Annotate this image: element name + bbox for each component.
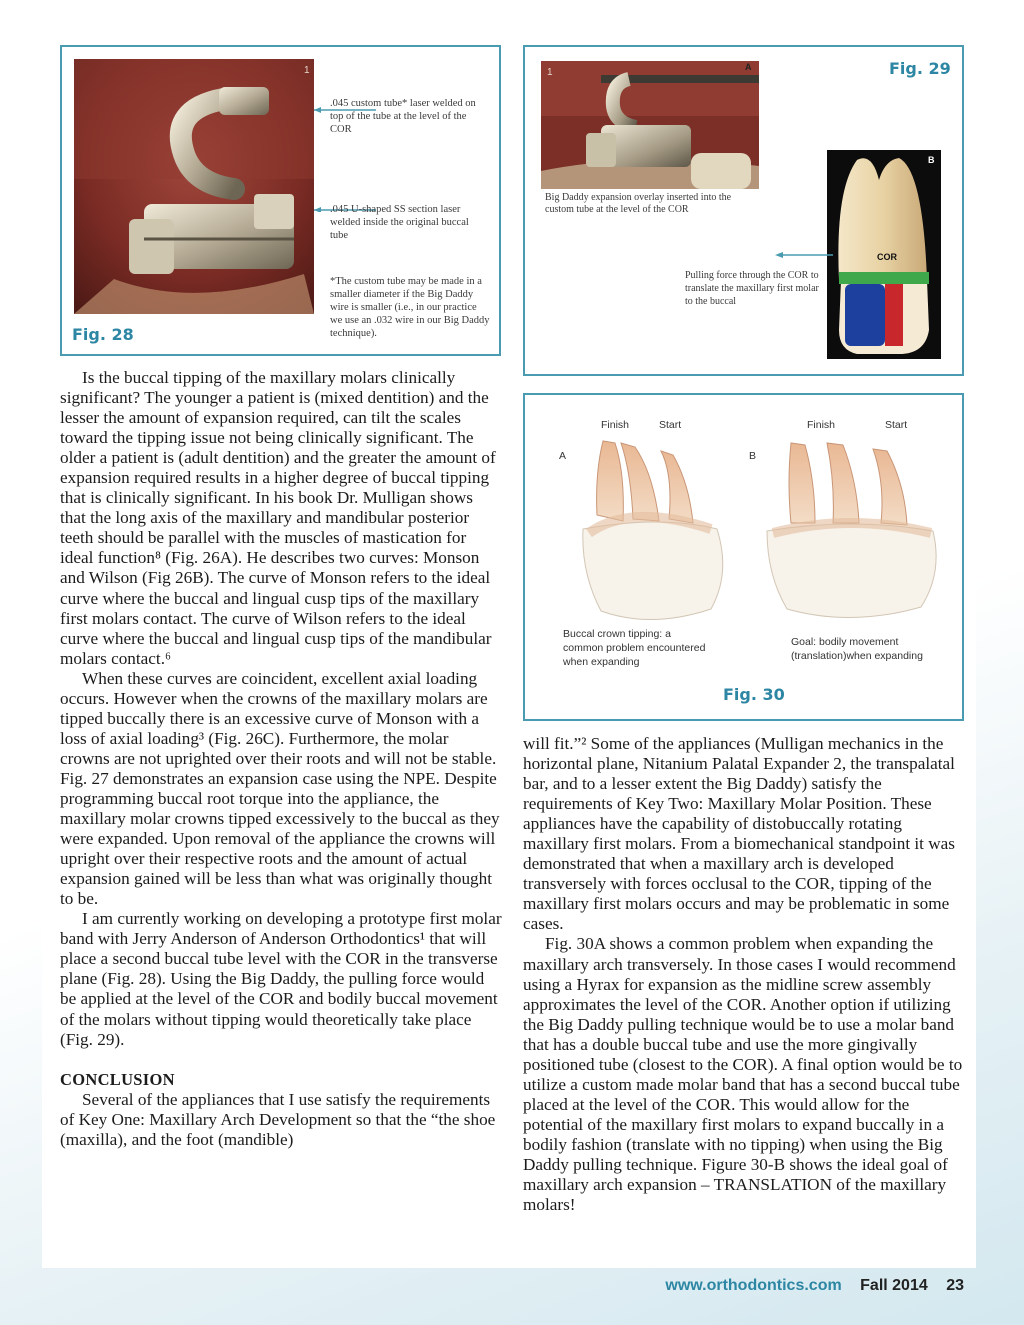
fig30-b-marker: B [749, 450, 757, 462]
figure-29 [523, 45, 964, 376]
fig30-b-start-label: Start [885, 419, 908, 431]
fig29-corner-number: 1 [547, 67, 553, 78]
left-paragraph-3: I am currently working on developing a prototype first molar band with Jerry Anderson of Anderson Orthodontics¹ that will place a second buccal tube level with the COR in the transverse plane (Fig. 28). Using the Big Daddy, the pulling force would be applied at the level of the COR and bodily buccal movement of the molars without tipping would theoretically take place (Fig. 29). [60, 909, 502, 1049]
figure-28 [60, 45, 501, 356]
left-paragraph-2: When these curves are coincident, excellent axial loading occurs. However when the crowns of the maxillary molars are tipped buccally there is an excessive curve of Monson with a loss of axial loading³ (Fig. 26C). Furthermore, the molar crowns are not uprighted over their roots and will not be stable. Fig. 27 demonstrates an expansion case using the NPE. Despite programming buccal root torque into the appliance, the maxillary molar crowns tipped excessively to the buccal as they were expanded. Upon removal of the appliance the crowns will upright over their respective roots and the amount of actual expansion gained will be less than what was originally thought to be. [60, 668, 500, 909]
fig29-marker-b: B [928, 155, 935, 165]
fig30-b-translation-illustration [761, 433, 951, 623]
fig28-caption-footnote: *The custom tube may be made in a smaller diameter if the Big Daddy wire is smaller (i.e., in our practice we use an .032 wire in our Big Daddy technique). [330, 276, 490, 339]
fig28-caption-custom-tube: .045 custom tube* laser welded on top of the tube at the level of the COR [330, 98, 476, 135]
fig28-corner-number: 1 [304, 65, 310, 76]
fig30-a-start-label: Start [659, 419, 682, 431]
fig30-b-finish-label: Finish [807, 419, 836, 431]
conclusion-heading: CONCLUSION [60, 1069, 175, 1089]
footer-website-link[interactable]: www.orthodontics.com [665, 1277, 842, 1294]
left-paragraph-1: Is the buccal tipping of the maxillary molars clinically significant? The younger a patient is (mixed dentition) and the lesser the amount of expansion required, can tilt the scales toward the tipping issue not being clinically significant. The older a patient is (adult dentition) and the greater the amount of expansion required results in a higher degree of buccal tipping that is clinically significant. In his book Dr. Mulligan shows that the long axis of the maxillary and mandibular posterior teeth should be parallel with the muscles of mastication for ideal function⁸ (Fig. 26A). He describes two curves: Monson and Wilson (Fig 26B). The curve of Monson refers to the ideal curve where the buccal and lingual cusp tips of the maxillary first molars contact. The curve of Wilson refers to the ideal curve where the buccal and lingual cusp tips of the mandibular molars contact.⁶ [60, 368, 496, 668]
fig30-a-marker: A [559, 450, 567, 462]
fig29-caption-a: Big Daddy expansion overlay inserted into the custom tube at the level of the COR [545, 192, 732, 215]
page-footer [665, 1277, 964, 1295]
fig29-photo-a [541, 61, 759, 189]
fig28-label: Fig. 28 [72, 325, 134, 344]
fig29-caption-b: Pulling force through the COR to translate the maxillary first molar to the buccal [685, 270, 819, 307]
right-paragraph-2: Fig. 30A shows a common problem when expanding the maxillary arch transversely. In those cases I would recommend using a Hyrax for expansion as the midline screw assembly approximates the level of the COR. Another option if utilizing the Big Daddy pulling technique would be to use a molar band that has a double buccal tube and use the more gingivally positioned tube (closest to the COR). A final option would be to utilize a custom made molar band that has a second buccal tube placed at the level of the COR. This would allow for the potential of the maxillary first molars to expand buccally in a bodily fashion (translate with no tipping) when using the Big Daddy pulling technique. Figure 30-B shows the ideal goal of maxillary arch expansion – TRANSLATION of the maxillary molars! [523, 934, 963, 1215]
fig29-marker-a: A [745, 62, 752, 72]
fig30-a-finish-label: Finish [601, 419, 630, 431]
fig30-caption-b: Goal: bodily movement (translation)when expanding [791, 636, 923, 662]
fig30-label: Fig. 30 [723, 685, 785, 704]
fig28-photo [74, 59, 314, 314]
fig30-caption-a: Buccal crown tipping: a common problem encountered when expanding [563, 628, 706, 668]
left-column [60, 368, 502, 1150]
fig29-cor-label: COR [877, 252, 897, 262]
figure-30 [523, 393, 964, 721]
fig30-a-tipping-illustration [561, 433, 741, 623]
footer-issue: Fall 2014 [860, 1277, 928, 1294]
left-paragraph-4: Several of the appliances that I use satisfy the requirements of Key One: Maxillary Arch Development so that the “the shoe (maxilla), and the foot (mandible) [60, 1089, 496, 1149]
fig28-caption-u-section: .045 U-shaped SS section laser welded inside the original buccal tube [330, 204, 469, 241]
fig29-label: Fig. 29 [889, 59, 951, 78]
fig29-force-arrow [775, 250, 835, 260]
right-column [523, 734, 965, 1215]
right-paragraph-1: will fit.”² Some of the appliances (Mulligan mechanics in the horizontal plane, Nitanium Palatal Expander 2, the transpalatal bar, and to a lesser extent the Big Daddy) satisfy the requirements of Key Two: Maxillary Molar Position. These appliances have the capability of distobuccally rotating maxillary first molars. From a biomechanical standpoint it was demonstrated that when a maxillary arch is developed transversely with forces occlusal to the COR, tipping of the maxillary first molars occurs and may be problematic in some cases. [523, 734, 955, 934]
footer-page-number: 23 [946, 1277, 964, 1294]
